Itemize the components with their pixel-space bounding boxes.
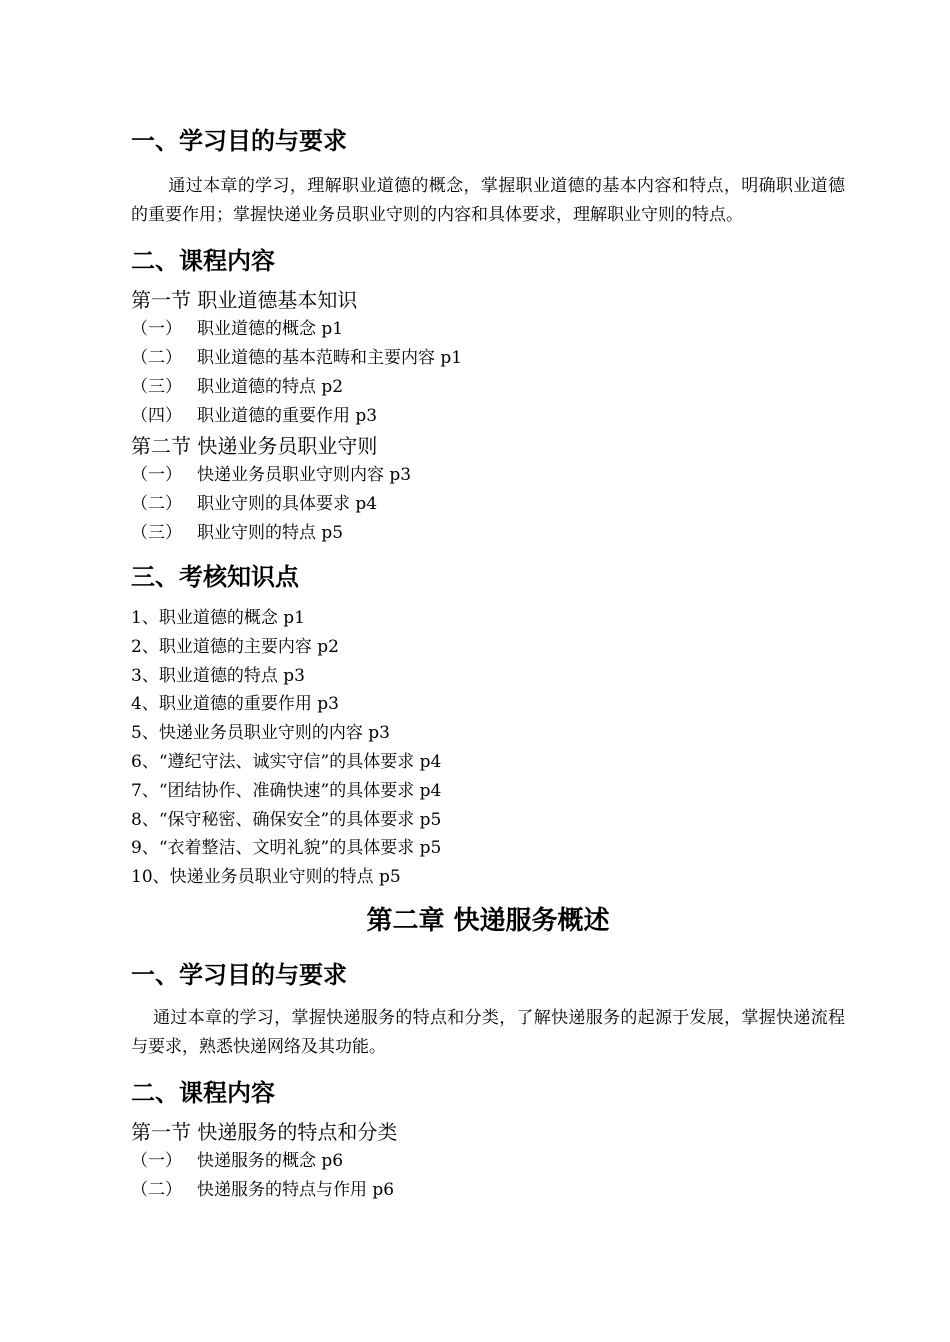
kp-list bbox=[131, 604, 845, 892]
list-item: （二） 职业守则的具体要求 p4 bbox=[131, 494, 378, 514]
list-item: （三） 职业守则的特点 p5 bbox=[131, 523, 344, 543]
kp-item: 6、“遵纪守法、诚实守信”的具体要求 p4 bbox=[131, 751, 442, 772]
list-item: （三） 职业道德的特点 p2 bbox=[131, 377, 344, 397]
kp-item: 9、“衣着整洁、文明礼貌”的具体要求 p5 bbox=[131, 838, 442, 859]
ch1-content-heading: 二、课程内容 bbox=[131, 247, 275, 275]
ch1-goal-text: 通过本章的学习，理解职业道德的概念，掌握职业道德的基本内容和特点，明确职业道德的重要作用；掌握快递业务员职业守则的内容和具体要求，理解职业守则的特点。 bbox=[131, 176, 845, 225]
ch1-kp-heading: 三、考核知识点 bbox=[131, 563, 299, 591]
kp-item: 10、快递业务员职业守则的特点 p5 bbox=[131, 867, 401, 888]
ch2-content-heading: 二、课程内容 bbox=[131, 1078, 275, 1107]
kp-item: 8、“保守秘密、确保安全”的具体要求 p5 bbox=[131, 809, 442, 830]
chapter-title: 第二章 快递服务概述 bbox=[366, 905, 610, 936]
kp-item: 3、职业道德的特点 p3 bbox=[131, 665, 305, 686]
kp-item: 5、快递业务员职业守则的内容 p3 bbox=[131, 723, 390, 744]
ch1-section2-title: 第二节 快递业务员职业守则 bbox=[131, 434, 378, 458]
list-item: （一） 快递业务员职业守则内容 p3 bbox=[131, 465, 412, 485]
ch2-section1-title: 第一节 快递服务的特点和分类 bbox=[131, 1119, 398, 1144]
kp-item: 7、“团结协作、准确快速”的具体要求 p4 bbox=[131, 780, 442, 801]
document-page bbox=[131, 124, 845, 1205]
ch1-goal-heading: 一、学习目的与要求 bbox=[131, 127, 347, 155]
ch2-goal-text: 通过本章的学习，掌握快递服务的特点和分类，了解快递服务的起源于发展，掌握快递流程与要求，熟悉快递网络及其功能。 bbox=[131, 1007, 845, 1057]
kp-item: 2、职业道德的主要内容 p2 bbox=[131, 636, 339, 657]
list-item: （二） 职业道德的基本范畴和主要内容 p1 bbox=[131, 348, 463, 368]
kp-item: 4、职业道德的重要作用 p3 bbox=[131, 694, 339, 715]
list-item: （一） 职业道德的概念 p1 bbox=[131, 319, 344, 339]
ch2-goal-heading: 一、学习目的与要求 bbox=[131, 960, 347, 989]
ch1-section1-title: 第一节 职业道德基本知识 bbox=[131, 288, 358, 312]
kp-item: 1、职业道德的概念 p1 bbox=[131, 608, 305, 628]
list-item: （二） 快递服务的特点与作用 p6 bbox=[131, 1179, 395, 1200]
list-item: （一） 快递服务的概念 p6 bbox=[131, 1150, 344, 1171]
list-item: （四） 职业道德的重要作用 p3 bbox=[131, 406, 378, 426]
